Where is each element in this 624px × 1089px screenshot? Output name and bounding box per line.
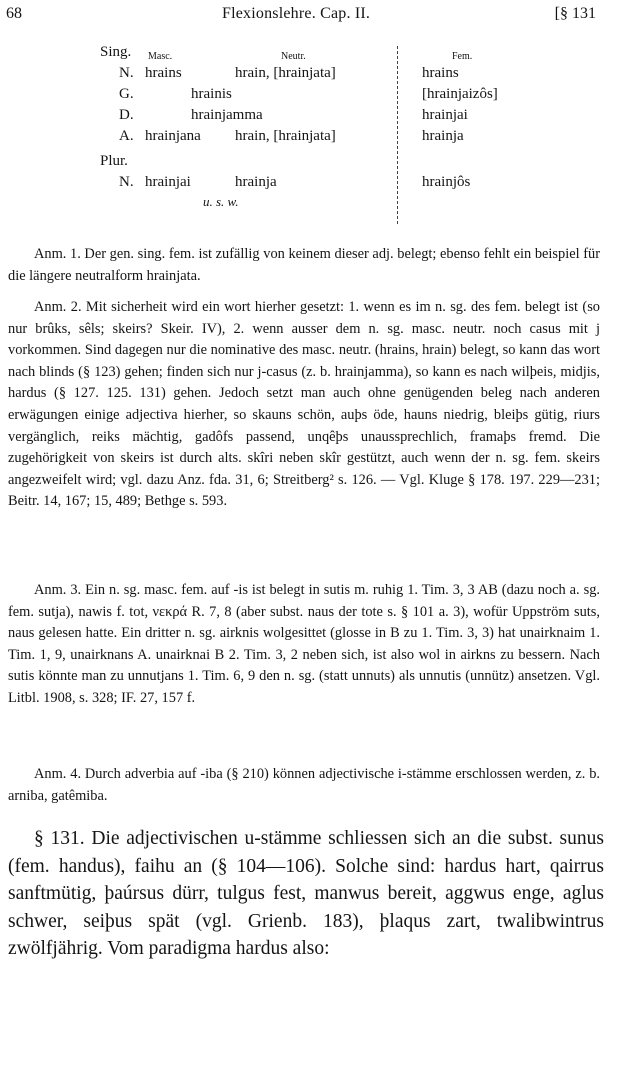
paradigm-header-row [95,147,515,168]
remark-text: Anm. 4. Durch adverbia auf -iba (§ 210) können adjectivische i-stämme erschlossen werden, z. b. arniba, gatêmiba. [8,766,600,804]
remark-text: Anm. 3. Ein n. sg. masc. fem. auf -is ist belegt in sutis m. ruhig 1. Tim. 3, 3 AB (dazu noch a. sg. fem. sutja), nawis f. tot, νεκρά R. 7, 8 (aber subst. naus der tote s. § 101 a. 3), wofür Uppström suts, naus gelesen hatte. Ein dritter n. sg. airknis wolgesittet (glosse in B zu 1. Tim. 3, 3) hat unairknaim 1. Tim. 1, 9, unairknans A. unairknai B 2. Tim. 3, 2 neben sich, ist also wol in airkns zu bessern. Nach sutis könnte man zu unnutjans 1. Tim. 6, 9 den n. sg. (statt unnuts) als unnutis (unnütz) ansetzen. Vgl. Litbl. 1908, s. 328; IF. 27, 157 f. [8,582,600,706]
page-header [6,5,618,27]
paradigm-row [95,63,515,84]
paradigm-header-row [95,42,515,63]
neutr-form: hrainja [235,174,277,190]
remark-4 [8,764,600,818]
usw-abbreviation: u. s. w. [203,194,239,209]
masc-form: hrainjana [145,128,201,144]
case-label: G. [119,86,134,102]
fem-form: hrains [422,65,459,81]
page-number: 68 [6,5,22,22]
paradigm-table [95,42,515,210]
case-label: N. [119,65,134,81]
masc-heading: Masc. [148,51,173,62]
sing-label: Sing. [100,44,132,60]
remark-text: Anm. 2. Mit sicherheit wird ein wort hierher gesetzt: 1. wenn es im n. sg. des fem. belegt ist (so nur brûks, sêls; skeirs? Skeir. IV), 2. wenn ausser dem n. sg. masc. neutr. noch casus mit j vorkommen. Sind dagegen nur die nominative des masc. neutr. (hrains, hrain) belegt, so kann das wort nach blinds (§ 123) gehen; finden sich nur j-casus (z. b. hrainjamma), so kann es nach wilþeis, midjis, hardus (§ 127. 125. 131) gehen. Jedoch setzt man auch ohne genügenden beleg nach anderen erwägungen einige adjectiva hierher, so skauns schön, auþs öde, hauns niedrig, bleiþs gütig, riurs vergänglich, reiks mächtig, gadôfs passend, unqêþs unaussprechlich, framaþs fremd. Die zugehörigkeit von skeirs ist durch alts. skîri neben skîr gestützt, auch wenn der n. sg. fem. skeirs angezweifelt wird; vgl. dazu Anz. fda. 31, 6; Streitberg² s. 126. — Vgl. Kluge § 178. 197. 229—231; Beitr. 14, 167; 15, 489; Bethge s. 593. [8,299,600,510]
paradigm-row [95,84,515,105]
case-label: A. [119,128,134,144]
fem-form: hrainja [422,128,464,144]
section-reference: [§ 131 [554,5,596,22]
section-text: § 131. Die adjectivischen u-stämme schliessen sich an die subst. sunus (fem. handus), faihu an (§ 104—106). Solche sind: hardus hart, qairrus sanftmütig, þaúrsus dürr, tulgus fest, manwus bereit, aggwus enge, aglus schwer, seiþus spät (vgl. Grienb. 183), þlaqus zart, twalibwintrus zwölfjährig. Vom paradigma hardus also: [8,828,604,959]
remark-1 [8,244,600,298]
fem-heading: Fem. [452,51,473,62]
fem-form: hrainjôs [422,174,471,190]
remark-3 [8,580,600,721]
remark-text: Anm. 1. Der gen. sing. fem. ist zufällig von keinem dieser adj. belegt; ebenso fehlt ein beispiel für die längere neutralform hrainjata. [8,246,600,284]
neutr-heading: Neutr. [281,51,306,62]
masc-form: hrainis [191,86,232,102]
masc-form: hrainjamma [191,107,263,123]
paradigm-row [95,105,515,126]
case-label: D. [119,107,134,123]
paradigm-row [95,189,515,210]
case-label: N. [119,174,134,190]
section-131 [8,825,604,963]
neutr-form: hrain, [hrainjata] [235,128,336,144]
masc-form: hrainjai [145,174,191,190]
fem-form: [hrainjaizôs] [422,86,498,102]
paradigm-row [95,126,515,147]
plur-label: Plur. [100,153,128,169]
running-title: Flexionslehre. Cap. II. [222,5,371,22]
remark-2 [8,297,600,524]
fem-form: hrainjai [422,107,468,123]
paradigm-row [95,168,515,189]
masc-form: hrains [145,65,182,81]
neutr-form: hrain, [hrainjata] [235,65,336,81]
